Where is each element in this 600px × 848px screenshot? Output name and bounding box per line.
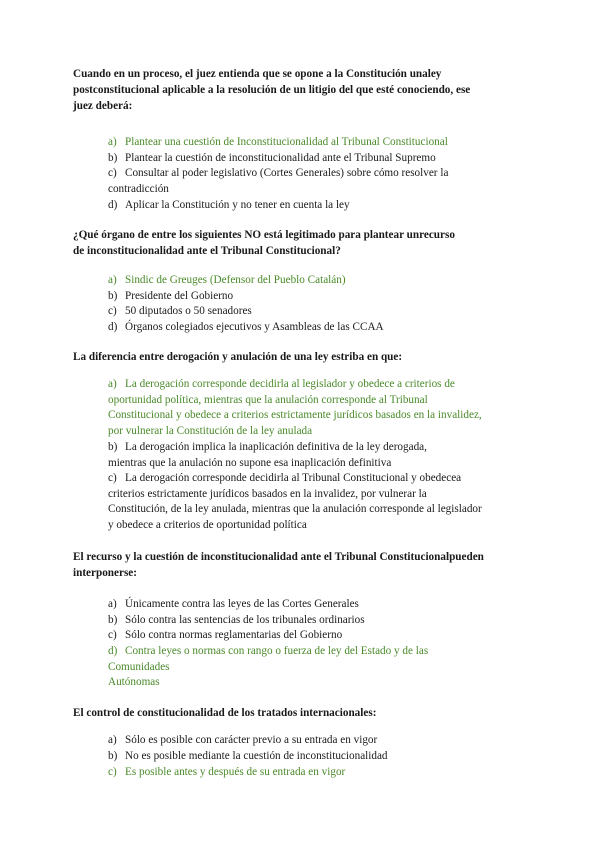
question-4: [73, 549, 533, 581]
option-letter: b): [108, 290, 118, 302]
question-text-line: Cuando en un proceso, el juez entienda que se opone a la Constitución unaley: [73, 68, 442, 80]
option-text: 50 diputados o 50 senadores: [125, 305, 252, 317]
q4-option-a: [108, 597, 528, 613]
q4-option-b: [108, 613, 528, 629]
q1-option-a: [108, 135, 528, 151]
q1-option-c: [108, 166, 528, 197]
q3-option-b: [108, 440, 528, 471]
option-text: La derogación corresponde decidirla al Tribunal Constitucional y obedecea: [125, 472, 462, 484]
option-letter: c): [108, 629, 117, 641]
question-text-line: El control de constitucionalidad de los tratados internacionales:: [73, 707, 377, 719]
option-text: Es posible antes y después de su entrada en vigor: [125, 766, 346, 778]
option-text: La derogación implica la inaplicación definitiva de la ley derogada,: [125, 441, 427, 453]
q5-option-a: [108, 733, 528, 749]
option-letter: c): [108, 167, 117, 179]
option-text: No es posible mediante la cuestión de inconstitucionalidad: [125, 750, 388, 762]
option-text: Contra leyes o normas con rango o fuerza de ley del Estado y de las: [125, 645, 429, 657]
question-1: [73, 66, 533, 114]
option-text-line: y obedece a criterios de oportunidad política: [108, 518, 307, 531]
option-letter: b): [108, 441, 118, 453]
question-text-line: interponerse:: [73, 567, 138, 579]
option-text: Sólo contra normas reglamentarias del Gobierno: [125, 629, 343, 641]
question-text-line: El recurso y la cuestión de inconstitucionalidad ante el Tribunal Constitucionalpueden: [73, 551, 484, 563]
option-text-line: contradicción: [108, 182, 169, 195]
option-text: Plantear la cuestión de inconstitucionalidad ante el Tribunal Supremo: [125, 152, 436, 164]
option-text: Sólo contra las sentencias de los tribunales ordinarios: [125, 614, 365, 626]
option-letter: a): [108, 734, 117, 746]
option-letter: b): [108, 614, 118, 626]
question-text-line: ¿Qué órgano de entre los siguientes NO está legitimado para plantear unrecurso: [73, 229, 455, 241]
q5-option-c: [108, 765, 528, 781]
q1-option-b: [108, 151, 528, 167]
question-text-line: La diferencia entre derogación y anulación de una ley estriba en que:: [73, 351, 403, 363]
q4-option-c: [108, 628, 528, 644]
option-text: Sólo es posible con carácter previo a su entrada en vigor: [125, 734, 378, 746]
question-5: [73, 705, 533, 721]
option-text-line: Constitución, de la ley anulada, mientras que la anulación corresponde al legislador: [108, 503, 482, 515]
option-letter: b): [108, 750, 118, 762]
option-text: Plantear una cuestión de Inconstitucionalidad al Tribunal Constitucional: [125, 136, 448, 148]
question-text-line: postconstitucional aplicable a la resolución de un litigio del que esté conociendo, ese: [73, 84, 471, 96]
q3-option-c: [108, 471, 528, 533]
option-text: Consultar al poder legislativo (Cortes Generales) sobre cómo resolver la: [125, 167, 449, 179]
option-text: Aplicar la Constitución y no tener en cuenta la ley: [125, 199, 350, 211]
option-letter: c): [108, 472, 117, 484]
option-letter: d): [108, 645, 118, 657]
q4-option-d: [108, 644, 528, 691]
q5-option-b: [108, 749, 528, 765]
option-text-line: criterios estrictamente jurídicos basados en la invalidez, por vulnerar la: [108, 487, 427, 500]
option-letter: a): [108, 136, 117, 148]
q2-option-a: [108, 273, 528, 289]
option-text: La derogación corresponde decidirla al legislador y obedece a criterios de: [125, 378, 455, 390]
option-letter: c): [108, 766, 117, 778]
question-text-line: de inconstitucionalidad ante el Tribunal Constitucional?: [73, 245, 341, 257]
option-letter: c): [108, 305, 117, 317]
option-letter: a): [108, 274, 117, 286]
option-letter: a): [108, 378, 117, 390]
option-letter: d): [108, 321, 118, 333]
option-text-line: Autónomas: [108, 676, 160, 688]
option-text-line: oportunidad política, mientras que la anulación corresponde al Tribunal: [108, 393, 428, 406]
q2-option-c: [108, 304, 528, 320]
q1-option-d: [108, 198, 528, 214]
q3-option-a: [108, 377, 528, 439]
q2-option-b: [108, 289, 528, 305]
option-text-line: por vulnerar la Constitución de la ley anulada: [108, 424, 313, 437]
option-letter: b): [108, 152, 118, 164]
question-2: [73, 227, 533, 259]
option-text: Órganos colegiados ejecutivos y Asambleas de las CCAA: [125, 321, 384, 333]
option-letter: a): [108, 598, 117, 610]
question-3: [73, 349, 533, 365]
option-text: Presidente del Gobierno: [125, 290, 234, 302]
question-text-line: juez deberá:: [73, 100, 133, 112]
option-letter: d): [108, 199, 118, 211]
option-text-line: Constitucional y obedece a criterios estrictamente jurídicos basados en la invalidez,: [108, 409, 482, 421]
option-text-line: mientras que la anulación no supone esa inaplicación definitiva: [108, 456, 392, 469]
option-text: Sindic de Greuges (Defensor del Pueblo Catalán): [125, 274, 346, 286]
option-text-line: Comunidades: [108, 660, 170, 673]
option-text: Únicamente contra las leyes de las Cortes Generales: [125, 598, 359, 610]
q2-option-d: [108, 320, 528, 336]
